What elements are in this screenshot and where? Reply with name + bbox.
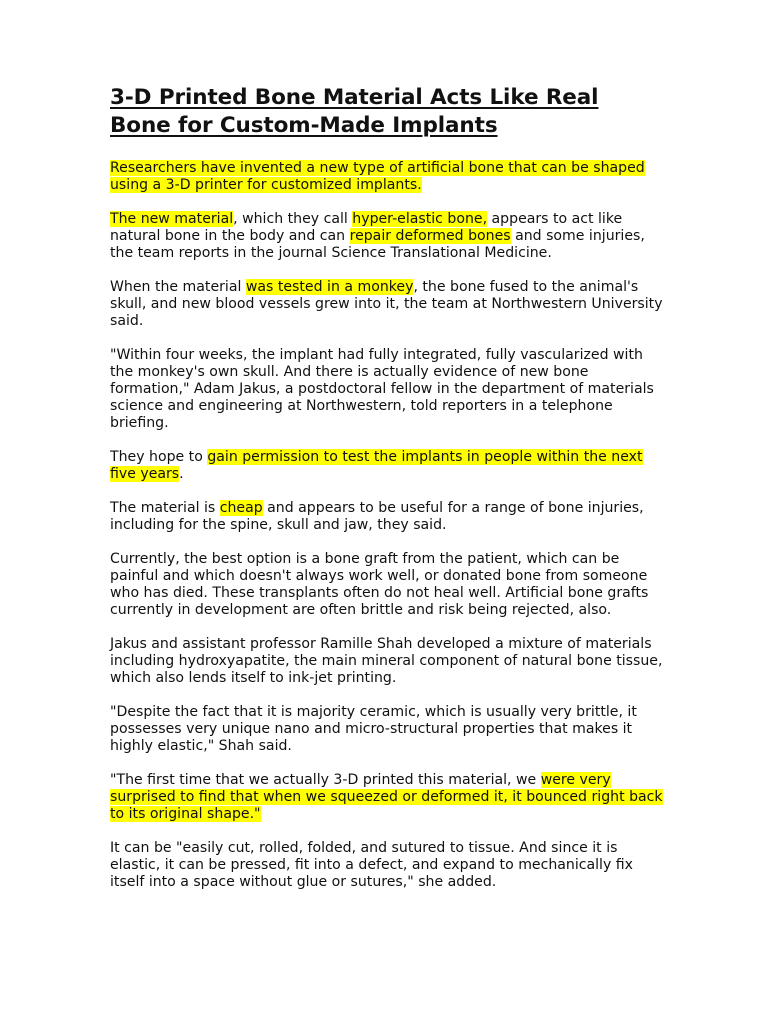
paragraph — [110, 636, 665, 687]
text-run: They hope to — [110, 449, 208, 465]
document-title: 3-D Printed Bone Material Acts Like Real Bone for Custom-Made Implants — [110, 85, 599, 138]
document-page — [110, 84, 665, 908]
paragraph — [110, 347, 665, 432]
paragraph — [110, 551, 665, 619]
text-run: "Despite the fact that it is majority ceramic, which is usually very brittle, it possesses very unique nano and micro-structural properties that makes it highly elastic," Shah said. — [110, 704, 637, 754]
text-run: and appears to be useful for a range of bone injuries, including for the spine, skull and jaw, they said. — [110, 500, 644, 533]
text-run: and some injuries, the team reports in the journal Science Translational Medicine. — [110, 228, 645, 261]
paragraph — [110, 840, 665, 891]
text-run: , the bone fused to the animal's skull, and new blood vessels grew into it, the team at Northwestern University said. — [110, 279, 663, 329]
document-body — [110, 160, 665, 891]
text-run: , which they call — [233, 211, 353, 227]
text-run: The material is — [110, 500, 220, 516]
paragraph — [110, 449, 665, 483]
highlighted-text: cheap — [219, 500, 263, 516]
paragraph — [110, 500, 665, 534]
highlighted-text: The new material — [110, 211, 234, 227]
text-run: "The first time that we actually 3-D printed this material, we — [110, 772, 541, 788]
text-run: "Within four weeks, the implant had fully integrated, fully vascularized with the monkey's own skull. And there is actually evidence of new bone formation," Adam Jakus, a postdoctoral fellow in the department of materials science and engineering at Northwestern, told reporters in a telephone briefing. — [110, 347, 654, 431]
highlighted-text: hyper-elastic bone, — [352, 211, 488, 227]
paragraph — [110, 211, 665, 262]
paragraph — [110, 772, 665, 823]
highlighted-text: gain permission to test the implants in people within the next five years — [110, 449, 643, 482]
text-run: appears to act like natural bone in the body and can — [110, 211, 623, 244]
paragraph — [110, 704, 665, 755]
highlighted-text: was tested in a monkey — [245, 279, 414, 295]
highlighted-text: repair deformed bones — [349, 228, 511, 244]
text-run: It can be "easily cut, rolled, folded, and sutured to tissue. And since it is elastic, it can be pressed, fit into a defect, and expand to mechanically fix itself into a space without glue or sutures," she added. — [110, 840, 634, 890]
paragraph — [110, 279, 665, 330]
text-run: . — [179, 466, 184, 482]
paragraph — [110, 160, 665, 194]
text-run: Currently, the best option is a bone graft from the patient, which can be painful and which doesn't always work well, or donated bone from someone who has died. These transplants often do not heal well. Artificial bone grafts currently in development are often brittle and risk being rejected, also. — [110, 551, 649, 618]
text-run: When the material — [110, 279, 246, 295]
highlighted-text: Researchers have invented a new type of artificial bone that can be shaped using a 3-D printer for customized implants. — [110, 160, 645, 193]
text-run: Jakus and assistant professor Ramille Shah developed a mixture of materials including hydroxyapatite, the main mineral component of natural bone tissue, which also lends itself to ink-jet printing. — [110, 636, 663, 686]
highlighted-text: were very surprised to find that when we squeezed or deformed it, it bounced right back to its original shape." — [110, 772, 663, 822]
